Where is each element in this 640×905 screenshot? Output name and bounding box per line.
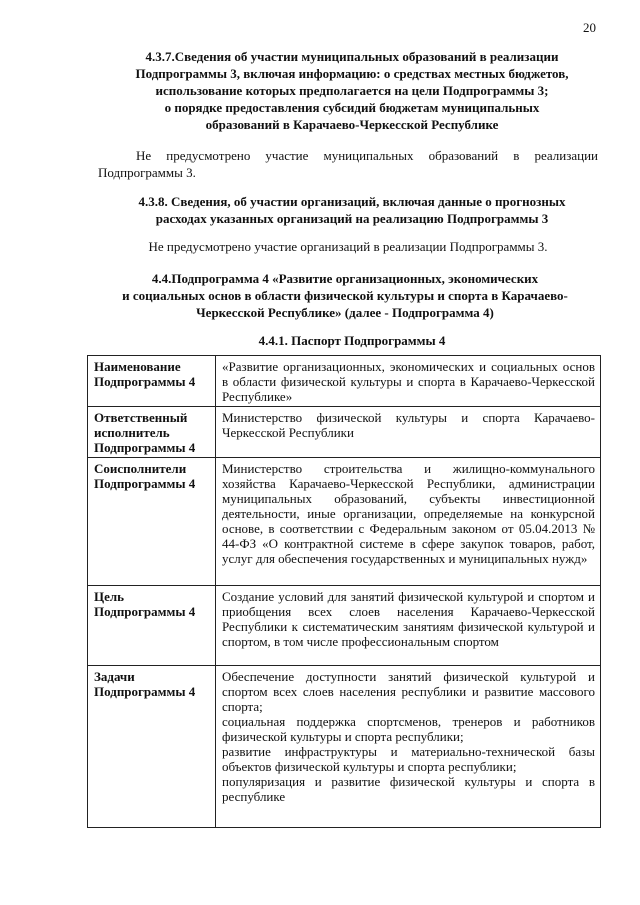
table-row [88,356,601,407]
heading-4-3-7 [92,48,612,133]
table-row [88,586,601,666]
label-line: Подпрограммы 4 [94,684,196,699]
row-value-name [216,356,601,407]
row-label-goal [88,586,216,666]
label-line: Ответственный [94,410,188,425]
row-value-tasks [216,666,601,828]
paragraph-4-3-8: Не предусмотрено участие организаций в реализации Подпрограммы 3. [148,239,548,254]
heading-line: 4.3.7.Сведения об участии муниципальных образований в реализации [145,49,559,64]
row-label-tasks [88,666,216,828]
task-item: развитие инфраструктуры и материально-технической базы объектов физической культуры и спорта республики; [222,744,595,774]
heading-line: о порядке предоставления субсидий бюджетам муниципальных [164,100,540,115]
heading-line: Черкесской Республике» (далее - Подпрограмма 4) [196,305,494,320]
heading-4-4 [80,270,610,321]
table-row [88,666,601,828]
heading-line: использование которых предполагается на цели Подпрограммы 3; [155,83,549,98]
row-value-coexecutors [216,458,601,586]
value-text: Создание условий для занятий физической культурой и спортом и приобщения всех слоев населения Карачаево-Черкесской Республики к систематическим занятиям физической культурой и спортом, в том числе профессиональным спортом [222,589,595,649]
heading-line: образований в Карачаево-Черкесской Республике [205,117,499,132]
value-text: Министерство строительства и жилищно-коммунального хозяйства Карачаево-Черкесской Республики, администрации муниципальных образований, субъекты инвестиционной деятельности, иные организации, определяемые на конкурсной основе, в соответствии с Федеральным законом от 05.04.2013 № 44-ФЗ «О контрактной системе в сфере закупок товаров, работ, услуг для обеспечения государственных и муниципальных нужд» [222,461,595,566]
row-label-coexecutors [88,458,216,586]
label-line: исполнитель [94,425,170,440]
label-line: Соисполнители [94,461,187,476]
row-value-goal [216,586,601,666]
heading-line: 4.3.8. Сведения, об участии организаций, включая данные о прогнозных [138,194,566,209]
task-item: популяризация и развитие физической культуры и спорта в республике [222,774,595,804]
label-line: Подпрограммы 4 [94,440,196,455]
table-row [88,458,601,586]
paragraph-4-3-7: Не предусмотрено участие муниципальных образований в реализации Подпрограммы 3. [98,148,598,180]
passport-table [87,355,601,828]
task-item: социальная поддержка спортсменов, тренеров и работников физической культуры и спорта республики; [222,714,595,744]
label-line: Подпрограммы 4 [94,374,196,389]
value-text: Министерство физической культуры и спорта Карачаево-Черкесской Республики [222,410,595,440]
label-line: Задачи [94,669,135,684]
heading-line: 4.4.Подпрограмма 4 «Развитие организационных, экономических [151,271,539,286]
heading-line: расходах указанных организаций на реализацию Подпрограммы 3 [155,211,549,226]
page-number: 20 [583,20,596,35]
label-line: Наименование [94,359,181,374]
heading-line: и социальных основ в области физической культуры и спорта в Карачаево- [122,288,568,303]
value-text: «Развитие организационных, экономических и социальных основ в области физической культуры и спорта в Карачаево-Черкесской Республике» [222,359,595,404]
heading-4-4-1: 4.4.1. Паспорт Подпрограммы 4 [258,333,446,348]
row-label-name [88,356,216,407]
table-row [88,407,601,458]
label-line: Подпрограммы 4 [94,604,196,619]
row-value-executor [216,407,601,458]
label-line: Цель [94,589,125,604]
task-item: Обеспечение доступности занятий физической культурой и спортом всех слоев населения республики и развитие массового спорта; [222,669,595,714]
label-line: Подпрограммы 4 [94,476,196,491]
heading-4-3-8 [92,193,612,227]
heading-line: Подпрограммы 3, включая информацию: о средствах местных бюджетов, [135,66,569,81]
row-label-executor [88,407,216,458]
